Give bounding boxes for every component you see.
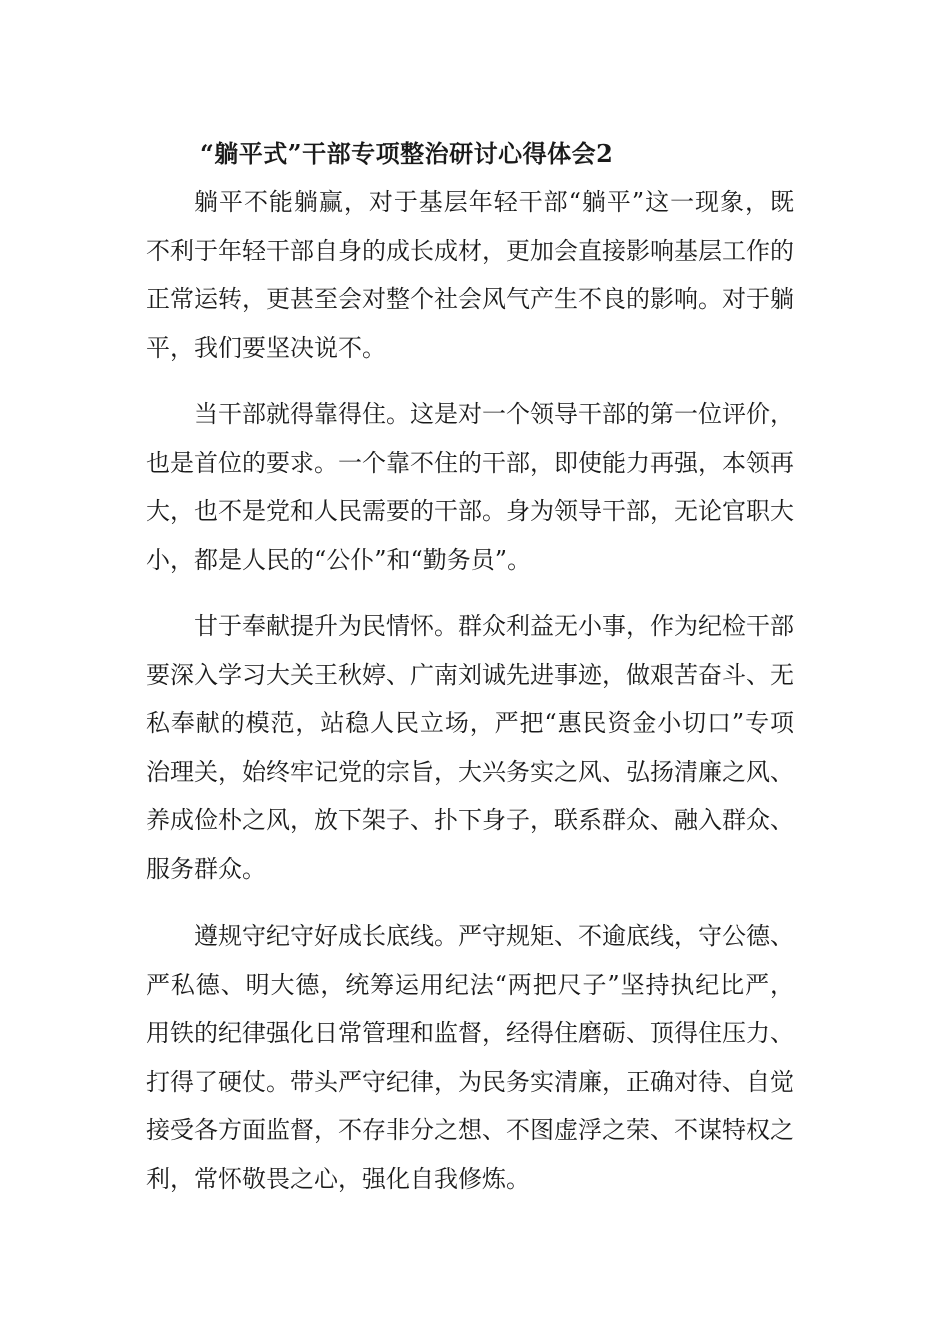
document-title: “躺平式”干部专项整治研讨心得体会2 [200, 139, 614, 168]
paragraph-2: 当干部就得靠得住。这是对一个领导干部的第一位评价，也是首位的要求。一个靠不住的干部，即使能力再强，本领再大，也不是党和人民需要的干部。身为领导干部，无论官职大小，都是人民的“公仆”和“勤务员”。 [146, 400, 794, 574]
paragraph-1: 躺平不能躺赢，对于基层年轻干部“躺平”这一现象，既不利于年轻干部自身的成长成材，更加会直接影响基层工作的正常运转，更甚至会对整个社会风气产生不良的影响。对于躺平，我们要坚决说不。 [146, 188, 794, 362]
paragraph-4: 遵规守纪守好成长底线。严守规矩、不逾底线，守公德、严私德、明大德，统筹运用纪法“两把尺子”坚持执纪比严，用铁的纪律强化日常管理和监督，经得住磨砺、顶得住压力、打得了硬仗。带头严守纪律，为民务实清廉，正确对待、自觉接受各方面监督，不存非分之想、不图虚浮之荣、不谋特权之利，常怀敬畏之心，强化自我修炼。 [146, 922, 794, 1193]
paragraph-3: 甘于奉献提升为民情怀。群众利益无小事，作为纪检干部要深入学习大关王秋婷、广南刘诚先进事迹，做艰苦奋斗、无私奉献的模范，站稳人民立场，严把“惠民资金小切口”专项治理关，始终牢记党的宗旨，大兴务实之风、弘扬清廉之风、养成俭朴之风，放下架子、扑下身子，联系群众、融入群众、服务群众。 [146, 612, 794, 883]
